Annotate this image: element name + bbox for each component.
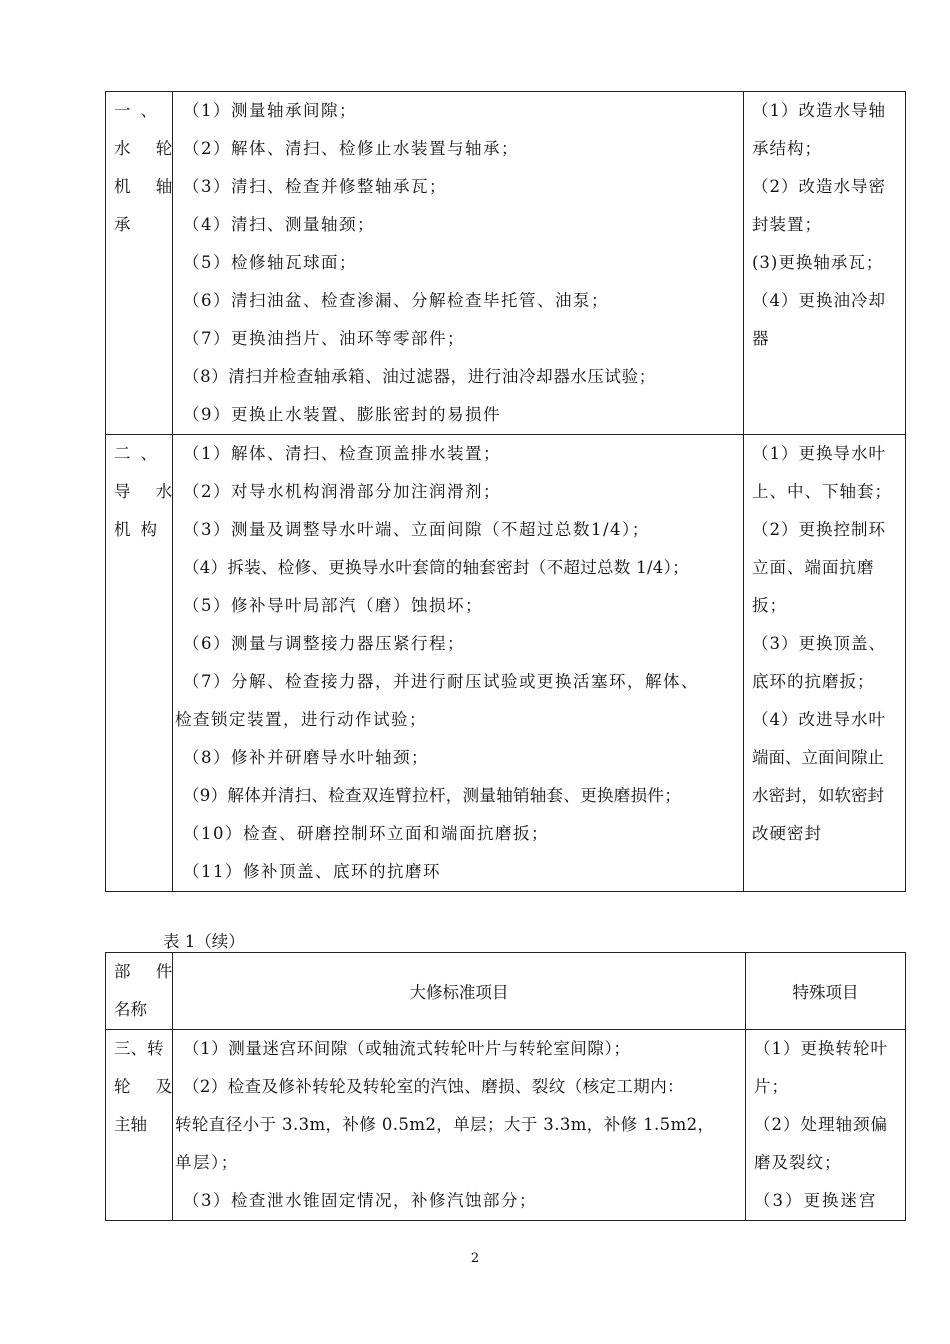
item-line: （8）修补并研磨导水叶轴颈； (183, 748, 429, 767)
maintenance-table-part1 (105, 91, 906, 892)
special-line: （1）改造水导轴 (752, 101, 886, 120)
item-line: 转轮直径小于 3.3m，补修 0.5m2，单层；大于 3.3m，补修 1.5m2， (175, 1115, 715, 1134)
special-line: （1）更换导水叶 (752, 444, 886, 463)
item-line: （9）解体并清扫、检查双连臂拉杆，测量轴销轴套、更换磨损件； (183, 786, 681, 805)
item-line: （2）解体、清扫、检修止水装置与轴承； (183, 139, 519, 158)
special-line: 改硬密封 (752, 824, 822, 843)
item-line: （1）测量轴承间隙； (183, 101, 357, 120)
part-line: 水 轮 (114, 139, 183, 158)
special-line: 端面、立面间隙止 (752, 748, 884, 767)
item-line: （9）更换止水装置、膨胀密封的易损件 (183, 405, 501, 424)
item-line: （8）清扫并检查轴承箱、油过滤器，进行油冷却器水压试验； (183, 367, 656, 386)
table-row (106, 435, 906, 892)
item-line: 单层）； (175, 1153, 239, 1172)
special-line: (3)更换轴承瓦； (752, 253, 884, 272)
table-row (106, 92, 906, 435)
item-line: （1）测量迷宫环间隙（或轴流式转轮叶片与转轮室间隙）； (183, 1039, 631, 1058)
item-line: （2）对导水机构润滑部分加注润滑剂； (183, 482, 501, 501)
table-header-row (106, 953, 906, 1030)
special-line: 上、中、下轴套； (752, 482, 892, 501)
special-line: （2）处理轴颈偏 (754, 1115, 888, 1134)
standard-items-cell (173, 92, 744, 435)
part-name-cell (106, 92, 183, 435)
item-line: （2）检查及修补转轮及转轮室的汽蚀、磨损、裂纹（核定工期内： (183, 1077, 684, 1096)
special-line: 磨及裂纹； (754, 1153, 842, 1172)
item-line: （1）解体、清扫、检查顶盖排水装置； (183, 444, 501, 463)
part-name-cell (106, 1030, 183, 1221)
header-part-line: 部 件 (114, 962, 183, 981)
special-line: 片； (754, 1077, 789, 1096)
special-line: 立面、端面抗磨 (752, 558, 875, 577)
special-line: （4）改进导水叶 (752, 710, 886, 729)
part-line: 主轴 (114, 1115, 147, 1134)
table-row (106, 1030, 906, 1221)
item-line: （10）检查、研磨控制环立面和端面抗磨扳； (183, 824, 549, 843)
part-line: 轮 及 (114, 1077, 183, 1096)
item-line: （4）清扫、测量轴颈； (183, 215, 375, 234)
maintenance-table-part2 (105, 952, 906, 1221)
table-caption: 表 1（续） (163, 932, 245, 951)
item-line: （6）清扫油盆、检查渗漏、分解检查毕托管、油泵； (183, 291, 609, 310)
item-line: （3）清扫、检查并修整轴承瓦； (183, 177, 447, 196)
part-line: 一、 (114, 101, 167, 120)
special-line: （1）更换转轮叶 (754, 1039, 888, 1058)
item-line: （7）更换油挡片、油环等零部件； (183, 329, 465, 348)
item-line: （4）拆装、检修、更换导水叶套筒的轴套密封（不超过总数 1/4）； (183, 558, 689, 577)
special-line: 器 (752, 329, 770, 348)
special-line: （2）更换控制环 (752, 520, 886, 539)
part-line: 导 水 (114, 482, 183, 501)
page-number: 2 (470, 1251, 480, 1266)
special-line: （4）更换油冷却 (752, 291, 886, 310)
part-line: 承 (114, 215, 141, 234)
part-name-cell (106, 435, 183, 892)
header-standard-items: 大修标准项目 (173, 953, 746, 1030)
item-line: （3）检查泄水锥固定情况，补修汽蚀部分； (183, 1191, 537, 1210)
part-line: 二、 (114, 444, 167, 463)
special-line: （3）更换顶盖、 (752, 634, 886, 653)
item-line: （3）测量及调整导水叶端、立面间隙（不超过总数1/4）； (183, 520, 650, 539)
item-line: （11）修补顶盖、底环的抗磨环 (183, 862, 441, 881)
special-line: 扳； (752, 596, 787, 615)
item-line: 检查锁定装置，进行动作试验； (175, 710, 427, 729)
special-line: （2）改造水导密 (752, 177, 886, 196)
special-items-cell (744, 435, 906, 892)
special-items-cell (744, 92, 906, 435)
special-line: 底环的抗磨扳； (752, 672, 875, 691)
part-line: 机构 (114, 520, 167, 539)
part-line: 机 轴 (114, 177, 183, 196)
header-special-items: 特殊项目 (746, 953, 906, 1030)
special-line: （3）更换迷宫 (754, 1191, 878, 1210)
special-line: 水密封，如软密封 (752, 786, 884, 805)
part-line: 三、转 (114, 1039, 164, 1058)
special-line: 承结构； (752, 139, 822, 158)
special-items-cell (746, 1030, 906, 1221)
item-line: （7）分解、检查接力器，并进行耐压试验或更换活塞环，解体、 (183, 672, 699, 691)
item-line: （5）修补导叶局部汽（磨）蚀损坏； (183, 596, 483, 615)
header-part-line: 名称 (114, 1000, 147, 1019)
item-line: （5）检修轴瓦球面； (183, 253, 357, 272)
header-part-name (106, 953, 183, 1030)
item-line: （6）测量与调整接力器压紧行程； (183, 634, 465, 653)
special-line: 封装置； (752, 215, 822, 234)
standard-items-cell (173, 1030, 746, 1221)
standard-items-cell (173, 435, 744, 892)
